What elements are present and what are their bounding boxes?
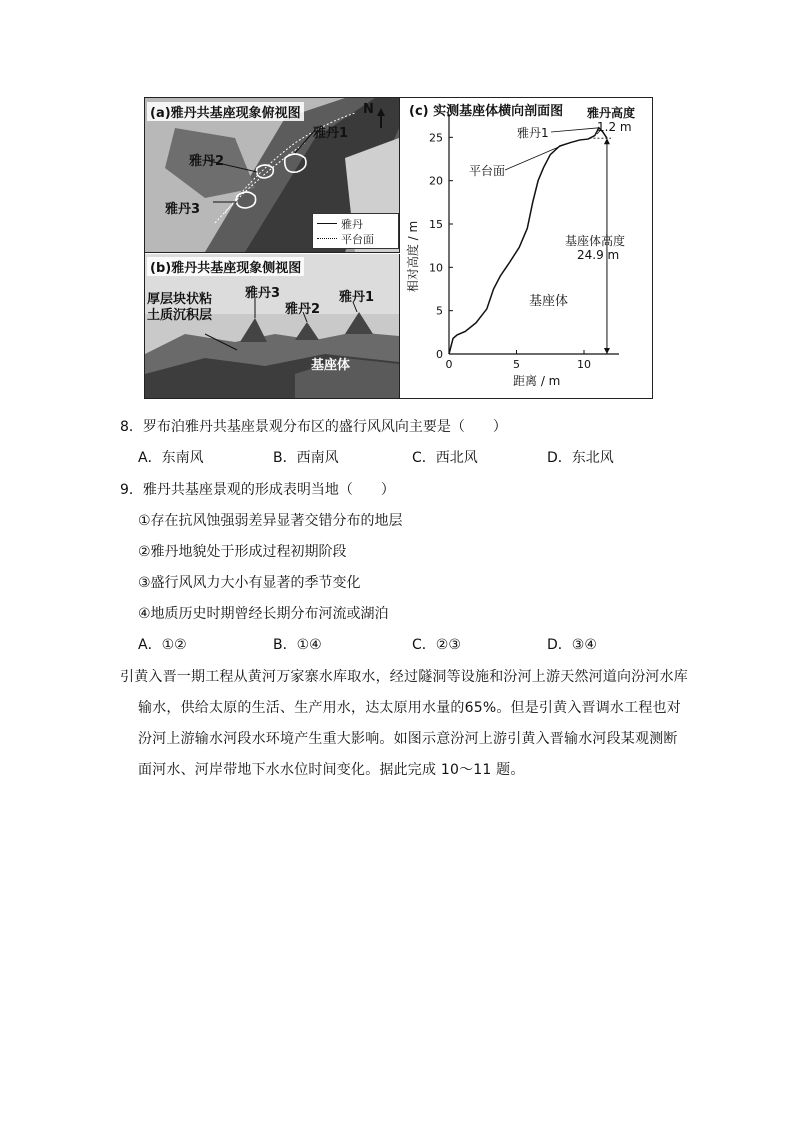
question-8-option-c: C．西北风 [412, 450, 478, 466]
y-tick-label-5: 25 [429, 131, 443, 145]
question-8-option-b: B．西南风 [273, 450, 339, 466]
chart-label-base-height-title: 基座体高度 [565, 234, 626, 248]
chart-label-height-title: 雅丹高度 [587, 106, 636, 120]
yardang1-pointer [551, 128, 599, 132]
y-tick-label-4: 20 [429, 174, 443, 188]
panel-b-layer-line1: 厚层块状粘 [147, 292, 213, 307]
panel-a-label-yardang3: 雅丹3 [165, 202, 201, 217]
panel-b-label-base: 基座体 [311, 358, 351, 373]
question-9-option-a: A．①② [138, 637, 187, 653]
chart-title: (c) 实测基座体横向剖面图 [409, 104, 564, 119]
y-tick-label-0: 0 [436, 348, 443, 361]
question-8-option-a: A．东南风 [138, 450, 204, 466]
chart-xlabel: 距离 / m [513, 374, 561, 388]
base-height-arrow-head-bottom [604, 348, 610, 354]
x-tick-label-0: 0 [445, 358, 453, 371]
chart-label-height-value: 1.2 m [597, 120, 632, 134]
question-8-option-d: D．东北风 [547, 450, 614, 466]
panel-a-title: (a)雅丹共基座现象俯视图 [147, 102, 304, 121]
question-9-statement-2: ②雅丹地貌处于形成过程初期阶段 [138, 544, 347, 560]
question-9-statement-1: ①存在抗风蚀强弱差异显著交错分布的地层 [138, 513, 403, 529]
panel-b-title: (b)雅丹共基座现象侧视图 [147, 257, 304, 276]
chart-ylabel: 相对高度 / m [406, 220, 421, 293]
legend-item-platform: 平台面 [317, 231, 397, 245]
question-9-option-d: D．③④ [547, 637, 597, 653]
question-9-statement-3: ③盛行风风力大小有显著的季节变化 [138, 575, 361, 591]
chart-label-yardang1: 雅丹1 [517, 126, 549, 140]
panel-a-label-yardang2: 雅丹2 [189, 154, 225, 169]
question-9-option-c: C．②③ [412, 637, 461, 653]
passage-line-1: 引黄入晋一期工程从黄河万家寨水库取水，经过隧洞等设施和汾河上游天然河道向汾河水库 [120, 669, 688, 685]
passage-line-2: 输水，供给太原的生活、生产用水，达太原用水量的65%。但是引黄入晋调水工程也对 [138, 700, 681, 716]
question-9-stem: 9．雅丹共基座景观的形成表明当地（ ） [120, 482, 395, 498]
base-height-arrow-head-top [604, 138, 610, 144]
legend-item-yardang: 雅丹 [317, 216, 397, 230]
panel-b-label-yardang2: 雅丹2 [285, 302, 321, 317]
x-tick-label-1: 5 [513, 358, 520, 371]
question-9-option-b: B．①④ [273, 637, 322, 653]
question-9-statement-4: ④地质历史时期曾经长期分布河流或湖泊 [138, 606, 389, 622]
panel-a-top-view [145, 98, 400, 253]
platform-pointer [505, 144, 565, 170]
chart-label-platform: 平台面 [469, 164, 506, 178]
panel-b-side-view [145, 254, 400, 398]
figure-composite [144, 97, 653, 399]
x-tick-label-2: 10 [577, 358, 591, 371]
y-tick-label-3: 15 [429, 218, 443, 231]
panel-a-label-yardang1: 雅丹1 [313, 126, 349, 141]
y-tick-label-2: 10 [429, 261, 443, 275]
passage-line-3: 汾河上游输水河段水环境产生重大影响。如图示意汾河上游引黄入晋输水河段某观测断 [138, 731, 678, 747]
panel-c-profile-chart [401, 98, 652, 398]
question-8-stem: 8．罗布泊雅丹共基座景观分布区的盛行风风向主要是（ ） [120, 419, 507, 435]
north-label: N [363, 102, 374, 117]
chart-label-base-height-value: 24.9 m [577, 248, 620, 262]
panel-b-label-yardang3: 雅丹3 [245, 286, 281, 301]
chart-label-base: 基座体 [529, 294, 569, 309]
panel-a-legend [312, 213, 399, 249]
passage-line-4: 面河水、河岸带地下水水位时间变化。据此完成 10～11 题。 [138, 762, 525, 778]
panel-b-layer-line2: 土质沉积层 [147, 308, 213, 323]
panel-b-label-yardang1: 雅丹1 [339, 290, 375, 305]
y-tick-label-1: 5 [436, 304, 443, 318]
